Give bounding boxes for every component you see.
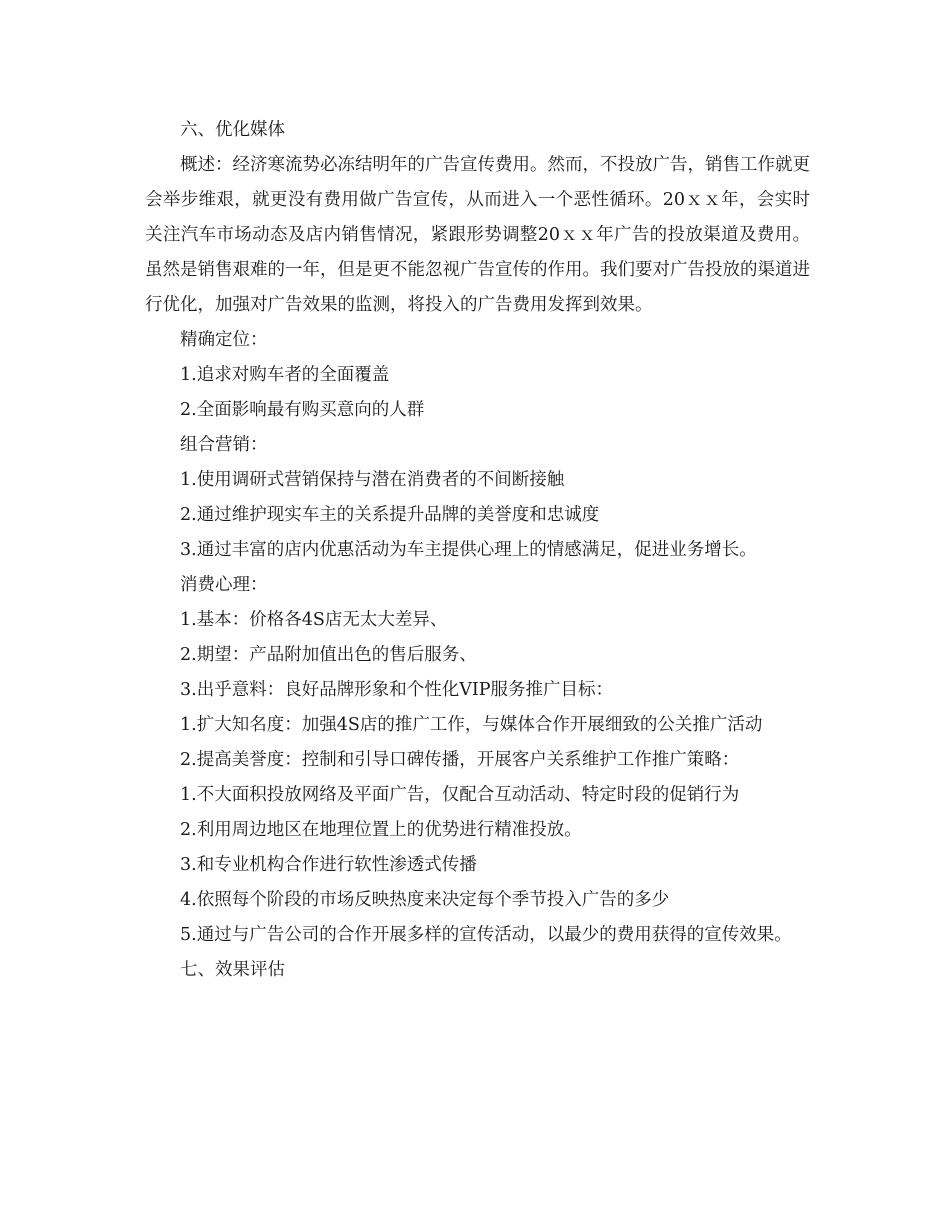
list-item: 3.出乎意料：良好品牌形象和个性化VIP服务推广目标： <box>180 680 614 700</box>
subheading-consumer-psychology: 消费心理： <box>180 575 268 595</box>
list-item: 2.利用周边地区在地理位置上的优势进行精准投放。 <box>180 820 582 840</box>
section-heading-effect-evaluation: 七、效果评估 <box>180 960 285 980</box>
list-item: 4.依照每个阶段的市场反映热度来决定每个季节投入广告的多少 <box>180 890 670 910</box>
list-item: 5.通过与广告公司的合作开展多样的宣传活动，以最少的费用获得的宣传效果。 <box>180 925 792 945</box>
list-item: 1.不大面积投放网络及平面广告，仅配合互动活动、特定时段的促销行为 <box>180 785 740 805</box>
list-item: 3.通过丰富的店内优惠活动为车主提供心理上的情感满足，促进业务增长。 <box>180 540 757 560</box>
subheading-combined-marketing: 组合营销： <box>180 435 268 455</box>
list-item: 2.全面影响最有购买意向的人群 <box>180 400 425 420</box>
list-item: 2.期望：产品附加值出色的售后服务、 <box>180 645 477 665</box>
list-item: 1.使用调研式营销保持与潜在消费者的不间断接触 <box>180 470 565 490</box>
list-item: 2.通过维护现实车主的关系提升品牌的美誉度和忠诚度 <box>180 505 600 525</box>
section-heading-optimize-media: 六、优化媒体 <box>180 120 285 140</box>
subheading-precise-positioning: 精确定位： <box>180 330 268 350</box>
overview-paragraph: 概述：经济寒流势必冻结明年的广告宣传费用。然而，不投放广告，销售工作就更会举步维艰，就更没有费用做广告宣传，从而进入一个恶性循环。20ｘｘ年，会实时关注汽车市场动态及店内销售情况，紧跟形势调整20ｘｘ年广告的投放渠道及费用。虽然是销售艰难的一年，但是更不能忽视广告宣传的作用。我们要对广告投放的渠道进行优化，加强对广告效果的监测，将投入的广告费用发挥到效果。 <box>145 155 810 315</box>
document-body <box>145 113 810 988</box>
list-item: 2.提高美誉度：控制和引导口碑传播，开展客户关系维护工作推广策略： <box>180 750 740 770</box>
list-item: 1.扩大知名度：加强4S店的推广工作，与媒体合作开展细致的公关推广活动 <box>180 715 763 735</box>
list-item: 1.追求对购车者的全面覆盖 <box>180 365 390 385</box>
list-item: 1.基本：价格各4S店无太大差异、 <box>180 610 448 630</box>
list-item: 3.和专业机构合作进行软性渗透式传播 <box>180 855 477 875</box>
